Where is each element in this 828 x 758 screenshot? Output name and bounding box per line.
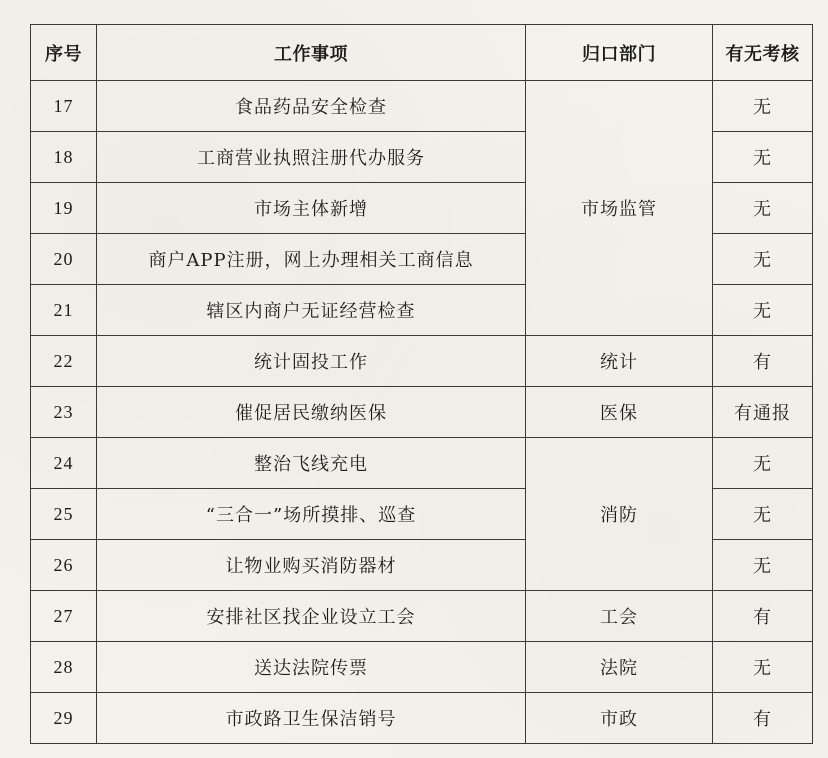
row-eval: 有 [713, 591, 813, 642]
row-eval: 有通报 [713, 387, 813, 438]
row-dept-union: 工会 [526, 591, 713, 642]
row-eval: 无 [713, 132, 813, 183]
row-eval: 无 [713, 234, 813, 285]
row-task: 催促居民缴纳医保 [97, 387, 526, 438]
row-task: 商户APP注册，网上办理相关工商信息 [97, 234, 526, 285]
row-no: 29 [31, 693, 97, 744]
table-row [31, 591, 813, 642]
row-eval: 无 [713, 81, 813, 132]
row-no: 28 [31, 642, 97, 693]
row-task: 食品药品安全检查 [97, 81, 526, 132]
row-dept-fire: 消防 [526, 438, 713, 591]
row-dept-market: 市场监管 [526, 81, 713, 336]
row-task: 让物业购买消防器材 [97, 540, 526, 591]
row-no: 19 [31, 183, 97, 234]
row-task: 市场主体新增 [97, 183, 526, 234]
row-task: “三合一”场所摸排、巡查 [97, 489, 526, 540]
row-no: 25 [31, 489, 97, 540]
header-eval: 有无考核 [713, 25, 813, 81]
row-eval: 无 [713, 183, 813, 234]
row-eval: 无 [713, 438, 813, 489]
work-items-table [30, 24, 813, 744]
table-row [31, 336, 813, 387]
header-no: 序号 [31, 25, 97, 81]
row-dept-stats: 统计 [526, 336, 713, 387]
row-no: 24 [31, 438, 97, 489]
row-task: 安排社区找企业设立工会 [97, 591, 526, 642]
table-row [31, 642, 813, 693]
row-eval: 有 [713, 693, 813, 744]
row-no: 27 [31, 591, 97, 642]
row-task: 整治飞线充电 [97, 438, 526, 489]
row-eval: 有 [713, 336, 813, 387]
row-no: 22 [31, 336, 97, 387]
row-task: 市政路卫生保洁销号 [97, 693, 526, 744]
row-eval: 无 [713, 489, 813, 540]
header-task: 工作事项 [97, 25, 526, 81]
row-no: 17 [31, 81, 97, 132]
row-no: 18 [31, 132, 97, 183]
row-task: 送达法院传票 [97, 642, 526, 693]
row-no: 26 [31, 540, 97, 591]
row-task: 统计固投工作 [97, 336, 526, 387]
table-header-row [31, 25, 813, 81]
table-row [31, 81, 813, 132]
header-dept: 归口部门 [526, 25, 713, 81]
row-eval: 无 [713, 540, 813, 591]
row-task: 辖区内商户无证经营检查 [97, 285, 526, 336]
row-eval: 无 [713, 642, 813, 693]
row-no: 20 [31, 234, 97, 285]
row-dept-court: 法院 [526, 642, 713, 693]
table-row [31, 438, 813, 489]
row-dept-municipal: 市政 [526, 693, 713, 744]
row-eval: 无 [713, 285, 813, 336]
table-row [31, 693, 813, 744]
row-no: 23 [31, 387, 97, 438]
table-row [31, 387, 813, 438]
row-dept-medical: 医保 [526, 387, 713, 438]
row-no: 21 [31, 285, 97, 336]
row-task: 工商营业执照注册代办服务 [97, 132, 526, 183]
